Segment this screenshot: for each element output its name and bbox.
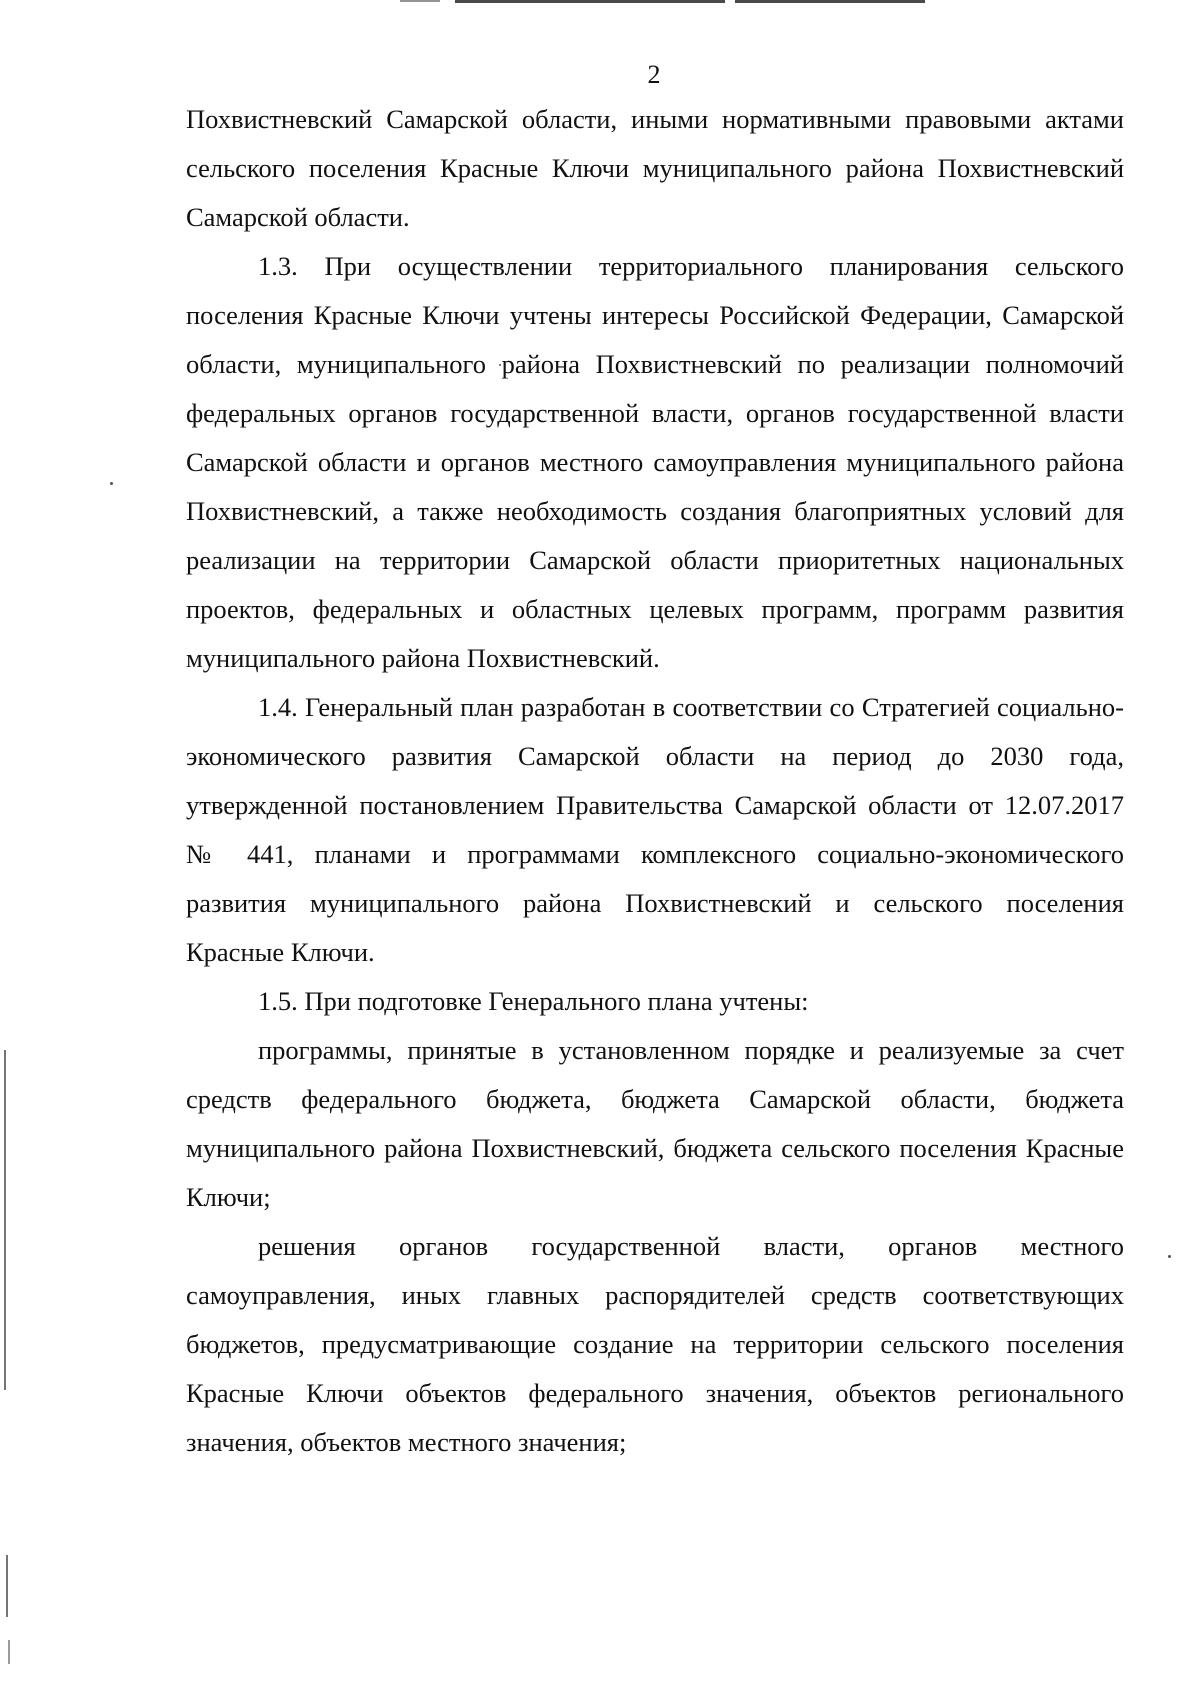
document-body: [186, 95, 1124, 1467]
page-number: 2: [647, 60, 661, 89]
paragraph-1-5: 1.5. При подготовке Генерального плана учтены:: [258, 986, 809, 1016]
scan-artifact-line: [455, 0, 725, 3]
scan-speck: [110, 482, 113, 485]
scan-edge-mark: [4, 1050, 6, 1390]
paragraph-programs: программы, принятые в установленном порядке и реализуемые за счет средств федерального бюджета, бюджета Самарской области, бюджета муниципального района Похвистневский, бюджета сельского поселения Красные Ключи;: [186, 1035, 1124, 1212]
scan-edge-mark: [8, 1640, 10, 1664]
scan-speck: [1168, 1255, 1171, 1258]
scan-artifact-line: [735, 0, 925, 3]
paragraph-1-4: 1.4. Генеральный план разработан в соответствии со Стратегией социально-экономического развития Самарской области на период до 2030 года, утвержденной постановлением Правительства Самарской области от 12.07.2017 № 441, планами и программами комплексного социально-экономического развития муниципального района Похвистневский и сельского поселения Красные Ключи.: [186, 692, 1124, 967]
paragraph-decisions: решения органов государственной власти, органов местного самоуправления, иных главных распорядителей средств соответствующих бюджетов, предусматривающие создание на территории сельского поселения Красные Ключи объектов федерального значения, объектов регионального значения, объектов местного значения;: [186, 1231, 1124, 1457]
paragraph-continuation: Похвистневский Самарской области, иными нормативными правовыми актами сельского поселения Красные Ключи муниципального района Похвистневский Самарской области.: [186, 104, 1124, 232]
scan-edge-mark: [6, 1555, 8, 1617]
scan-artifact-line: [400, 0, 440, 2]
paragraph-1-3: 1.3. При осуществлении территориального планирования сельского поселения Красные Ключи учтены интересы Российской Федерации, Самарской области, муниципального района Похвистневский по реализации полномочий федеральных органов государственной власти, органов государственной власти Самарской области и органов местного самоуправления муниципального района Похвистневский, а также необходимость создания благоприятных условий для реализации на территории Самарской области приоритетных национальных проектов, федеральных и областных целевых программ, программ развития муниципального района Похвистневский.: [186, 251, 1124, 673]
